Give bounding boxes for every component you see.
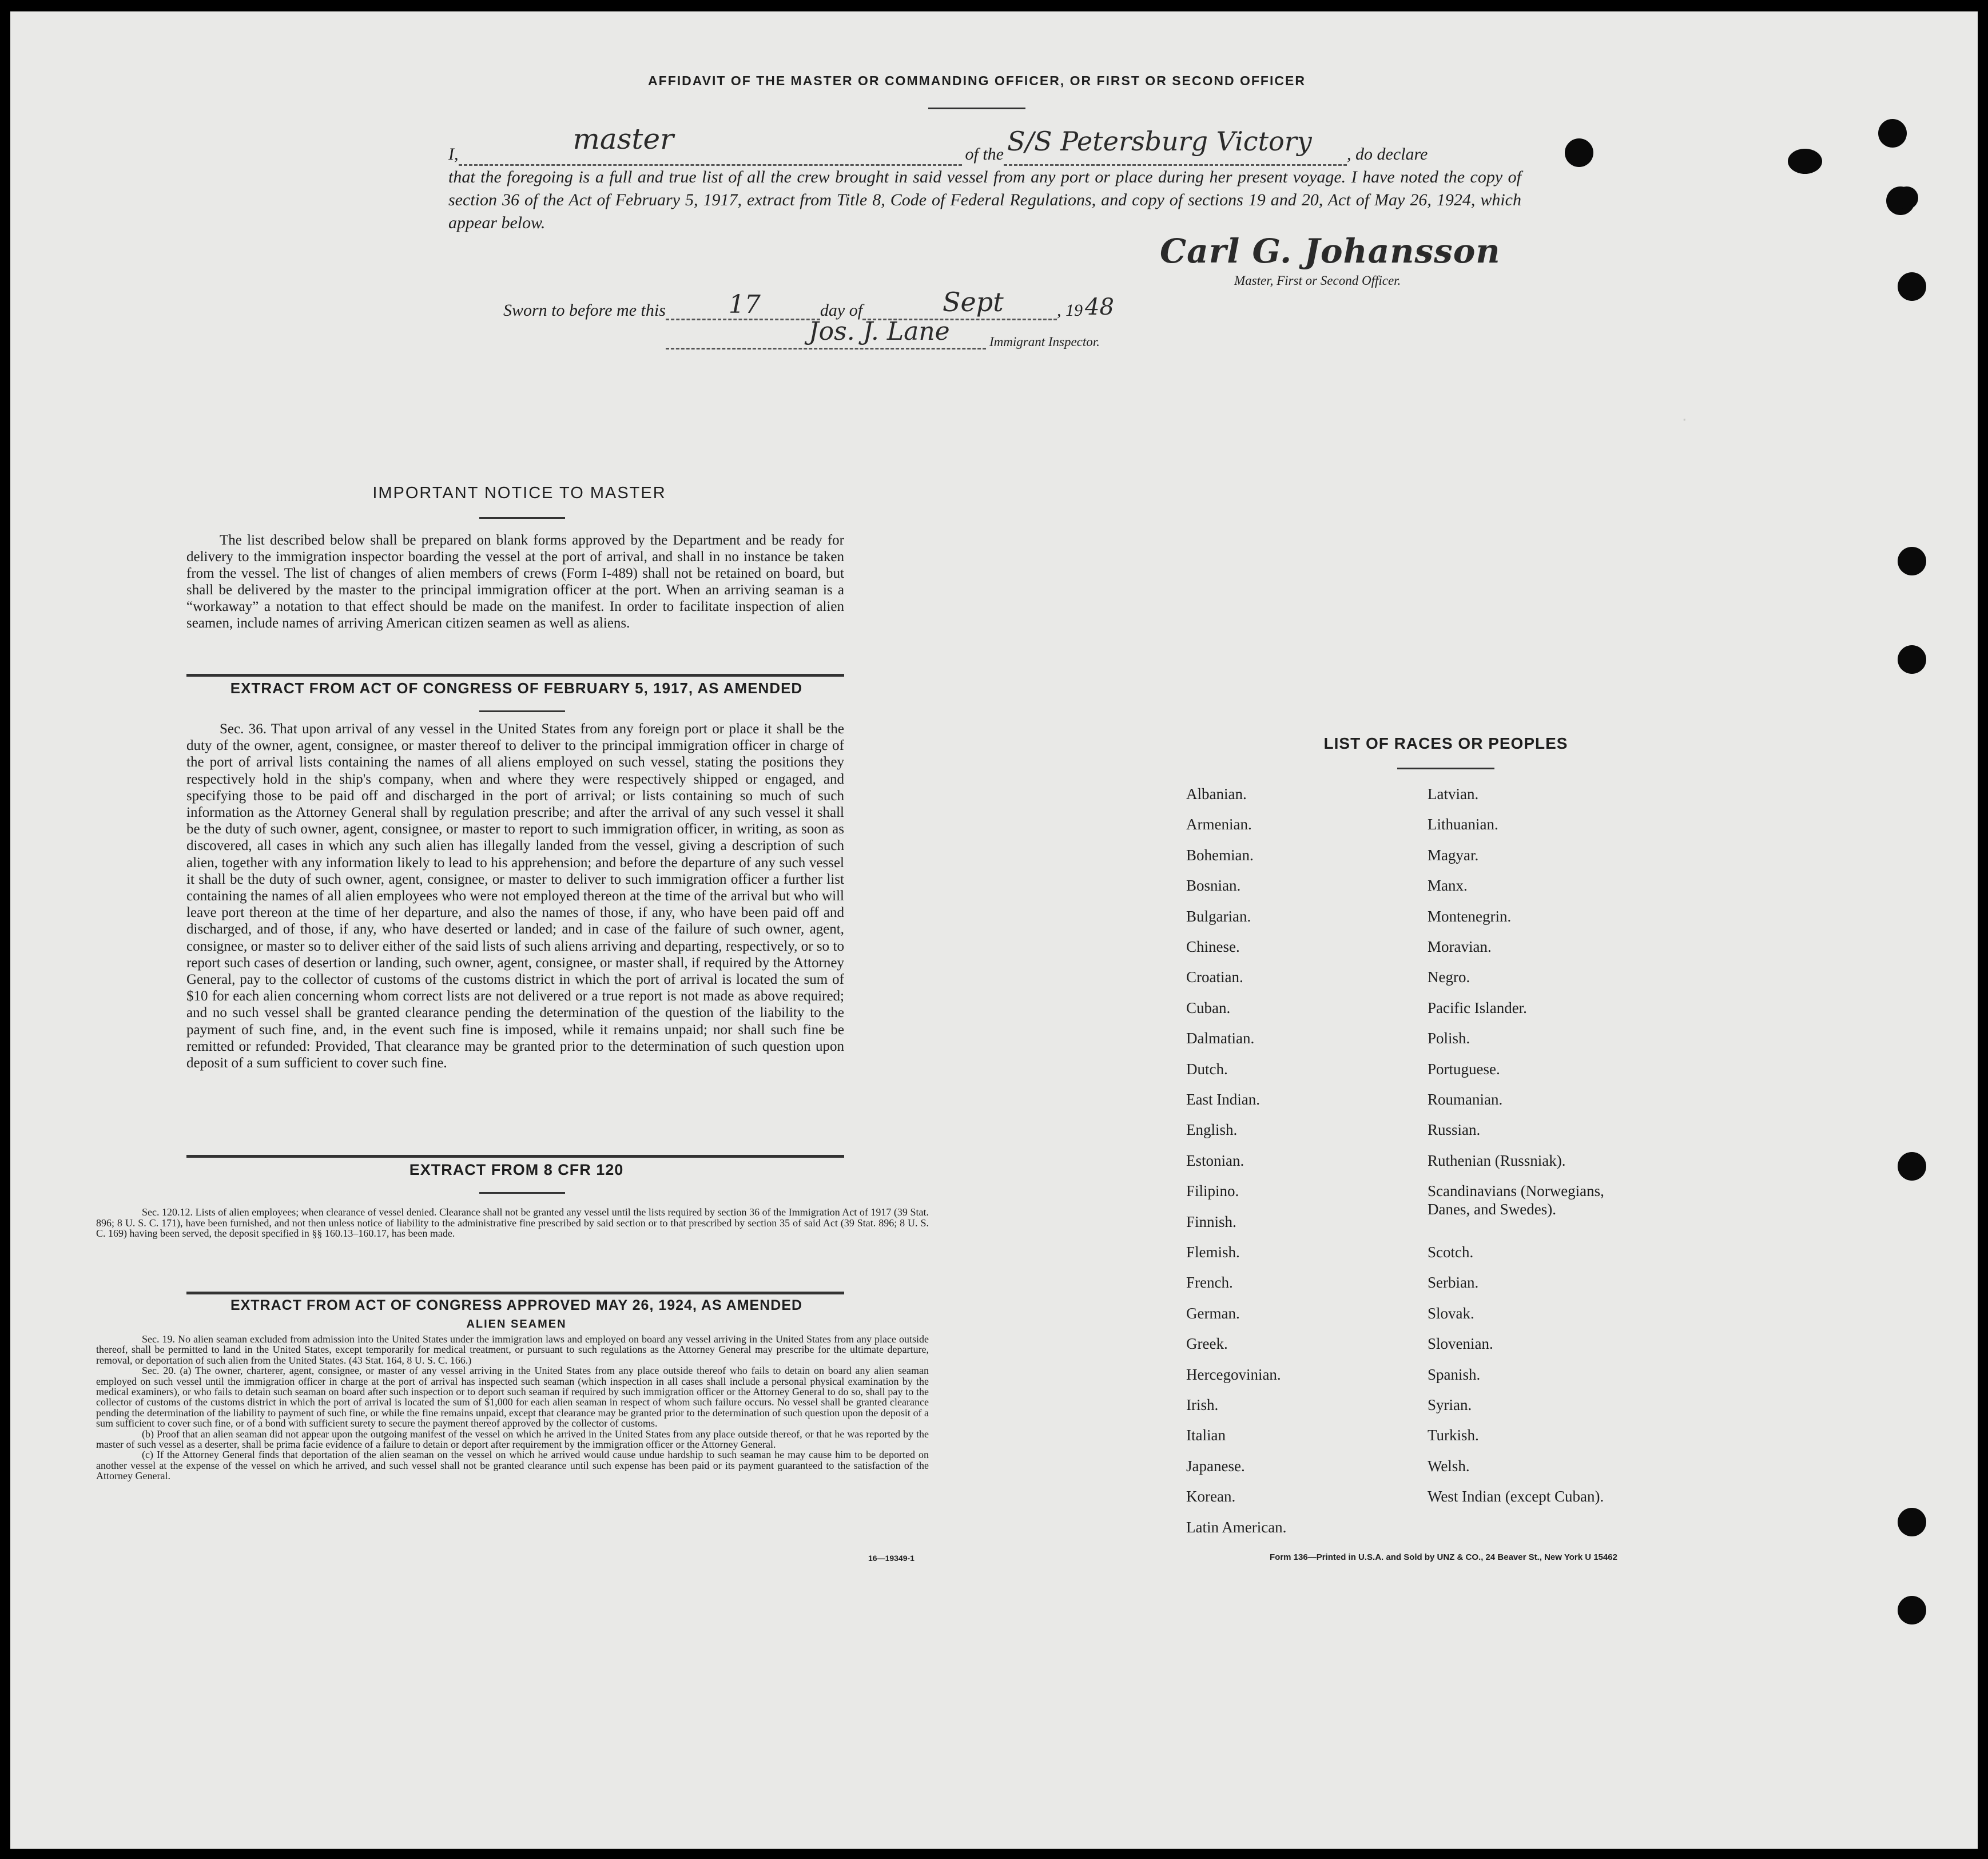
race-item: Moravian. — [1428, 938, 1492, 955]
punch-hole — [1898, 645, 1926, 674]
race-item: Flemish. — [1186, 1244, 1240, 1261]
race-item: German. — [1186, 1304, 1240, 1322]
notice-rule — [479, 517, 565, 519]
race-item: Bulgarian. — [1186, 907, 1251, 925]
affidavit-title: AFFIDAVIT OF THE MASTER OR COMMANDING OFFICER, OR FIRST OR SECOND OFFICER — [648, 73, 1306, 88]
race-item: Croatian. — [1186, 968, 1243, 986]
race-item: Pacific Islander. — [1428, 999, 1527, 1016]
show-through-text: · — [1680, 412, 1689, 428]
race-item: Serbian. — [1428, 1274, 1479, 1292]
race-item: Bosnian. — [1186, 877, 1241, 895]
extract-1924-body — [96, 1334, 929, 1481]
race-item: Roumanian. — [1428, 1091, 1503, 1108]
title-rule — [928, 108, 1025, 109]
race-item: Manx. — [1428, 877, 1468, 895]
print-code: 16—19349-1 — [868, 1554, 915, 1563]
race-item: Latin American. — [1186, 1518, 1287, 1536]
punch-hole — [1898, 547, 1926, 575]
extract-cfr-rule — [479, 1192, 565, 1194]
race-item: Magyar. — [1428, 846, 1479, 864]
master-name-field — [459, 122, 962, 166]
extract-1924-title: EXTRACT FROM ACT OF CONGRESS APPROVED MAY 26, 1924, AS AMENDED — [230, 1297, 803, 1313]
day-of-label: day of — [820, 301, 863, 320]
month-handwriting: Sept — [943, 287, 1004, 317]
races-rule — [1397, 768, 1494, 769]
races-title: LIST OF RACES OR PEOPLES — [1323, 734, 1568, 752]
vessel-name-handwriting: S/S Petersburg Victory — [1007, 126, 1312, 157]
sec-20b-text: (b) Proof that an alien seaman did not appear upon the outgoing manifest of the vessel on which he arrived in the United States from any place outside thereof, or that he was reported by the master of such vessel as a deserter, shall be prima facie evidence of a failure to detain or deport after requirement by the immigration officer or the Attorney General. — [96, 1428, 929, 1451]
section-divider — [186, 1155, 844, 1158]
punch-hole — [1788, 149, 1822, 174]
notice-body: The list described below shall be prepared on blank forms approved by the Department and be ready for delivery to the immigration inspector boarding the vessel at the port of arrival, and shall in no instance be taken from the vessel. The list of changes of alien members of crews (Form I-489) shall not be retained on board, but shall be delivered by the master to the principal immigration officer at the port. When an arriving seaman is a “workaway” a notation to that effect should be made on the manifest. In order to facilitate inspection of alien seamen, include names of arriving American citizen seamen as well as aliens. — [186, 533, 844, 631]
sworn-label: Sworn to before me this — [503, 301, 666, 320]
inspector-field — [666, 317, 986, 349]
extract-1917-body: Sec. 36. That upon arrival of any vessel in the United States from any foreign port or place it shall be the duty of the owner, agent, consignee, or master thereof to deliver to the principal immigration officer in charge of the port of arrival lists containing the names of all aliens employed on such vessel, stating the positions they respectively hold in the ship's company, when and where they were respectively shipped or engaged, and specifying those to be paid off and discharged in the port of arrival; or lists containing so much of such information as the Attorney General shall by regulation prescribe; and after the arrival of any such vessel it shall be the duty of such owner, agent, consignee, or master to report to such immigration officer, in writing, as soon as discovered, all cases in which any such alien has illegally landed from the vessel, giving a description of such alien, together with any information likely to lead to his apprehension; and before the departure of any such vessel it shall be the duty of such owner, agent, consignee, or master to deliver to such immigration officer a further list containing the names of all alien employees who were not employed thereon at the time of the arrival but who will leave port thereon at the time of her departure, and also the names of those, if any, who have been paid off and discharged, and of those, if any, who have deserted or landed; and in case of the failure of such owner, agent, consignee, or master so to deliver either of the said lists of such aliens arriving and departing, respectively, or so to report such cases of desertion or landing, such owner, agent, consignee, or master shall, if required by the Attorney General, pay to the collector of customs of the customs district in which the port of arrival is located the sum of $10 for each alien concerning whom correct lists are not delivered or a true report is not made as above required; and no such vessel shall be granted clearance pending the determination of the question of the liability to the payment of such fine, and, in the event such fine is imposed, while it remains unpaid; nor shall such fine be remitted or refunded: Provided, That clearance may be granted prior to the determination of such question upon deposit of a sum sufficient to cover such fine. — [186, 721, 844, 1071]
extract-1917-title: EXTRACT FROM ACT OF CONGRESS OF FEBRUARY 5, 1917, AS AMENDED — [230, 680, 803, 697]
punch-hole — [1898, 1152, 1926, 1181]
race-item: Estonian. — [1186, 1151, 1245, 1169]
i-label: I, — [448, 145, 459, 164]
document-page — [10, 11, 1978, 1849]
race-item: Japanese. — [1186, 1457, 1245, 1475]
of-the-label: of the — [965, 145, 1004, 164]
declaration-text: that the foregoing is a full and true list of all the crew brought in said vessel from any port or place during her present voyage. I have noted the copy of section 36 of the Act of February 5, 1917, extract from Title 8, Code of Federal Regulations, and copy of sections 19 and 20, Act of May 26, 1924, which appear below. — [448, 168, 1521, 232]
sec-20a-text: Sec. 20. (a) The owner, charterer, agent, consignee, or master of any vessel arriving in the United States from any place outside thereof who fails to detain on board any alien seaman employed on such vessel until the immigration officer in charge at the port of arrival has inspected such seaman (which inspection in all cases shall include a personal physical examination by the medical examiners), or who fails to detain such seaman on board after such inspection or to deport such seaman if required by such immigration officer or the Attorney General to do so, shall pay to the collector of customs of the customs district in which the port of arrival is located the sum of $1,000 for each alien seaman in respect of whom such failure occurs. No vessel shall be granted clearance pending the determination of the liability to payment of such fine, or while the fine remains unpaid, except that clearance may be granted prior to the determination of such question upon the deposit of a sum sufficient to cover such fine, or of a bond with sufficient surety to secure the payment thereof approved by the collector of customs. — [96, 1365, 929, 1429]
race-item: Greek. — [1186, 1335, 1228, 1353]
year-handwriting: 48 — [1085, 294, 1114, 320]
race-item: Cuban. — [1186, 999, 1231, 1016]
inspector-line — [666, 317, 1100, 349]
race-item: Dalmatian. — [1186, 1030, 1255, 1047]
extract-1924-subtitle: ALIEN SEAMEN — [466, 1318, 567, 1330]
declare-label: , do declare — [1347, 145, 1428, 164]
race-item: Slovenian. — [1428, 1335, 1493, 1353]
extract-1917-rule — [479, 710, 565, 712]
sec-19-text: Sec. 19. No alien seaman excluded from admission into the United States under the immigration laws and employed on board any vessel arriving in the United States from any place outside thereof, shall be permitted to land in the United States, except temporarily for medical treatment, or pursuant to such regulations as the Attorney General may prescribe for the ultimate departure, removal, or deportation of such alien from the United States. (43 Stat. 164, 8 U. S. C. 166.) — [96, 1333, 929, 1366]
day-handwriting: 17 — [728, 290, 761, 319]
race-item: Polish. — [1428, 1030, 1470, 1047]
race-item: Turkish. — [1428, 1427, 1479, 1444]
master-name-handwriting: master — [572, 122, 674, 156]
vessel-name-field — [1004, 126, 1347, 166]
race-item: Armenian. — [1186, 816, 1252, 833]
punch-hole — [1565, 138, 1593, 167]
day-field — [666, 290, 820, 320]
race-item: Chinese. — [1186, 938, 1240, 955]
race-item: Russian. — [1428, 1121, 1481, 1139]
race-item: Dutch. — [1186, 1060, 1228, 1078]
race-item: Portuguese. — [1428, 1060, 1500, 1078]
race-item: Italian — [1186, 1427, 1226, 1444]
inspector-signature: Jos. J. Lane — [809, 317, 950, 346]
punch-hole — [1895, 186, 1918, 209]
race-item: Welsh. — [1428, 1457, 1470, 1475]
race-item: East Indian. — [1186, 1091, 1260, 1108]
punch-hole — [1898, 1508, 1926, 1536]
race-item: Spanish. — [1428, 1365, 1481, 1383]
master-officer-label: Master, First or Second Officer. — [1234, 273, 1401, 288]
race-item: West Indian (except Cuban). — [1428, 1488, 1604, 1506]
race-item: Albanian. — [1186, 785, 1247, 803]
race-item: French. — [1186, 1274, 1233, 1292]
race-item: Negro. — [1428, 968, 1470, 986]
section-divider — [186, 674, 844, 677]
race-item: English. — [1186, 1121, 1238, 1139]
notice-title: IMPORTANT NOTICE TO MASTER — [372, 484, 666, 502]
form-note: Form 136—Printed in U.S.A. and Sold by UNZ & CO., 24 Beaver St., New York U 15462 — [1270, 1552, 1617, 1562]
race-item: Hercegovinian. — [1186, 1365, 1281, 1383]
race-item: Lithuanian. — [1428, 816, 1498, 833]
extract-cfr-title: EXTRACT FROM 8 CFR 120 — [409, 1161, 624, 1178]
race-item: Finnish. — [1186, 1213, 1236, 1230]
punch-hole — [1898, 272, 1926, 301]
sec-20c-text: (c) If the Attorney General finds that deportation of the alien seaman on the vessel on which he arrived would cause undue hardship to such seaman he may cause him to be deported on another vessel at the expense of the vessel on which he arrived, and such vessel shall not be granted clearance until such expense has been paid or its payment guaranteed to the satisfaction of the Attorney General. — [96, 1449, 929, 1482]
affidavit-declaration — [448, 122, 1521, 235]
race-item: Latvian. — [1428, 785, 1479, 803]
punch-hole — [1898, 1596, 1926, 1624]
extract-cfr-body: Sec. 120.12. Lists of alien employees; when clearance of vessel denied. Clearance shall not be granted any vessel until the lists required by section 36 of the Immigration Act of 1917 (39 Stat. 896; 8 U. S. C. 171), have been furnished, and not then unless notice of liability to the administrative fine prescribed by said section or to that prescribed by section 35 of said Act (39 Stat. 896; 8 U. S. C. 169) having been served, the deposit specified in §§ 160.13–160.17, has been made. — [96, 1206, 929, 1239]
race-item: Ruthenian (Russniak). — [1428, 1151, 1566, 1169]
race-item: Scotch. — [1428, 1244, 1474, 1261]
inspector-label: Immigrant Inspector. — [989, 335, 1100, 349]
race-item: Bohemian. — [1186, 846, 1254, 864]
race-item: Slovak. — [1428, 1304, 1474, 1322]
master-signature: Carl G. Johansson — [1160, 232, 1501, 271]
section-divider — [186, 1292, 844, 1294]
race-item: Irish. — [1186, 1396, 1219, 1413]
race-item: Montenegrin. — [1428, 907, 1512, 925]
race-item: Korean. — [1186, 1488, 1236, 1506]
race-item: Filipino. — [1186, 1182, 1239, 1200]
race-item: Scandinavians (Norwegians, Danes, and Swedes). — [1428, 1182, 1604, 1218]
year-prefix: , 19 — [1057, 301, 1083, 320]
punch-hole — [1878, 119, 1907, 148]
race-item: Syrian. — [1428, 1396, 1472, 1413]
